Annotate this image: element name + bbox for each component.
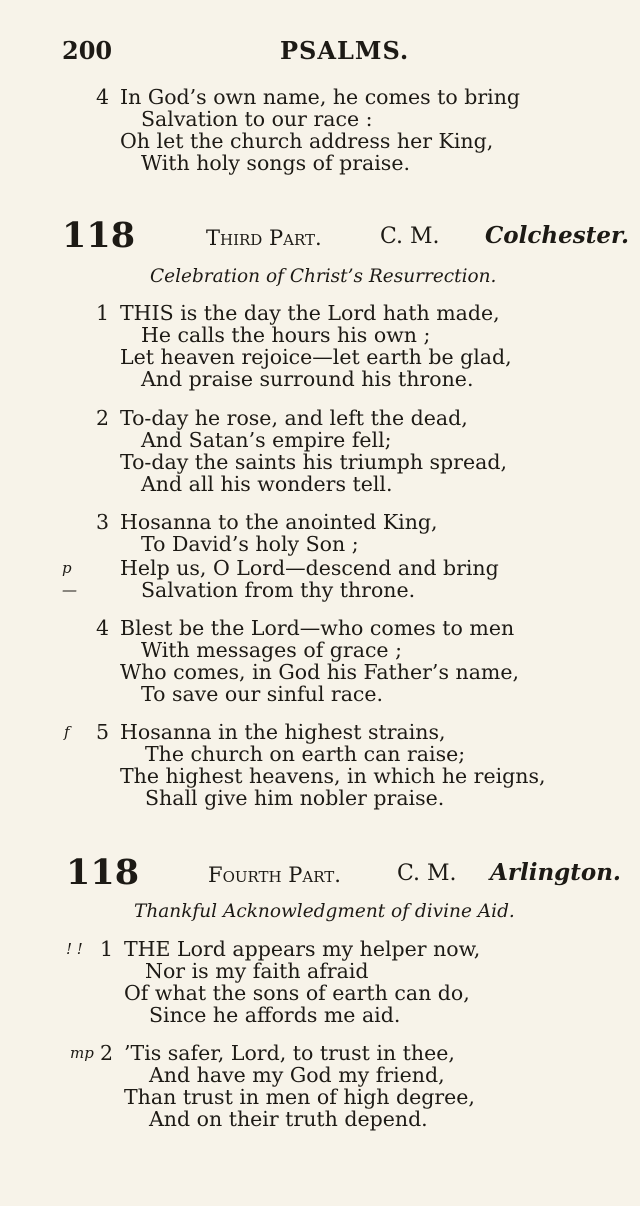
dynamic-mark: f: [64, 723, 70, 741]
hymn-meter: C. M.: [380, 224, 440, 249]
stanza-line: The church on earth can raise;: [145, 742, 466, 766]
dynamic-mark: —: [62, 581, 77, 599]
stanza-line: THE Lord appears my helper now,: [124, 937, 481, 961]
stanza-line: To-day he rose, and left the dead,: [120, 406, 468, 430]
dynamic-mark: mp: [70, 1044, 94, 1062]
stanza-number: 2: [100, 1041, 114, 1065]
stanza-line: He calls the hours his own ;: [141, 323, 431, 347]
stanza-line: To David’s holy Son ;: [141, 532, 359, 556]
stanza-line: In God’s own name, he comes to bring: [120, 85, 521, 109]
hymn-subtitle: Thankful Acknowledgment of divine Aid.: [134, 901, 515, 922]
stanza-line: And all his wonders tell.: [141, 472, 393, 496]
stanza-number: 5: [96, 720, 110, 744]
page-number: 200: [62, 36, 113, 65]
stanza-line: Since he affords me aid.: [149, 1003, 401, 1027]
stanza-line: Salvation from thy throne.: [141, 578, 416, 602]
stanza-line: Nor is my faith afraid: [145, 959, 369, 983]
stanza-line: Let heaven rejoice—let earth be glad,: [120, 345, 512, 369]
stanza-number: 3: [96, 510, 110, 534]
stanza-line: Than trust in men of high degree,: [124, 1085, 475, 1109]
stanza-line: The highest heavens, in which he reigns,: [120, 764, 546, 788]
stanza-line: Hosanna in the highest strains,: [120, 720, 446, 744]
hymn-header-fourth-part: [0, 853, 640, 893]
stanza-line: ’Tis safer, Lord, to trust in thee,: [124, 1041, 455, 1065]
dynamic-mark: p: [62, 559, 72, 577]
stanza-line: To save our sinful race.: [141, 682, 384, 706]
stanza-line: Salvation to our race :: [141, 107, 373, 131]
running-head: [62, 36, 592, 72]
hymn-part: Fourth Part.: [208, 863, 341, 887]
hymn-subtitle: Celebration of Christ’s Resurrection.: [150, 266, 497, 287]
hymn-header-third-part: [0, 216, 640, 256]
running-title: PSALMS.: [280, 36, 410, 65]
hymn-tune: Arlington.: [490, 859, 621, 886]
stanza-line: Oh let the church address her King,: [120, 129, 494, 153]
stanza-line: Blest be the Lord—who comes to men: [120, 616, 515, 640]
stanza-line: Shall give him nobler praise.: [145, 786, 445, 810]
hymn-number: 118: [62, 215, 136, 256]
stanza-line: And have my God my friend,: [149, 1063, 445, 1087]
stanza-line: With holy songs of praise.: [141, 151, 410, 175]
stanza-line: THIS is the day the Lord hath made,: [120, 301, 500, 325]
stanza-line: And praise surround his throne.: [141, 367, 474, 391]
hymn-part: Third Part.: [206, 226, 322, 250]
stanza-number: 2: [96, 406, 110, 430]
stanza-line: And Satan’s empire fell;: [141, 428, 392, 452]
stanza-number: 4: [96, 85, 110, 109]
hymn-tune: Colchester.: [485, 222, 629, 249]
hymn-number: 118: [66, 852, 140, 893]
dynamic-mark: ! !: [66, 940, 83, 958]
stanza-number: 1: [100, 937, 114, 961]
stanza-line: With messages of grace ;: [141, 638, 402, 662]
stanza-line: Hosanna to the anointed King,: [120, 510, 438, 534]
stanza-line: And on their truth depend.: [149, 1107, 428, 1131]
stanza-line: Help us, O Lord—descend and bring: [120, 556, 499, 580]
stanza-line: To-day the saints his triumph spread,: [120, 450, 507, 474]
hymn-meter: C. M.: [397, 861, 457, 886]
stanza-number: 1: [96, 301, 110, 325]
stanza-line: Who comes, in God his Father’s name,: [120, 660, 519, 684]
stanza-line: Of what the sons of earth can do,: [124, 981, 470, 1005]
stanza-number: 4: [96, 616, 110, 640]
